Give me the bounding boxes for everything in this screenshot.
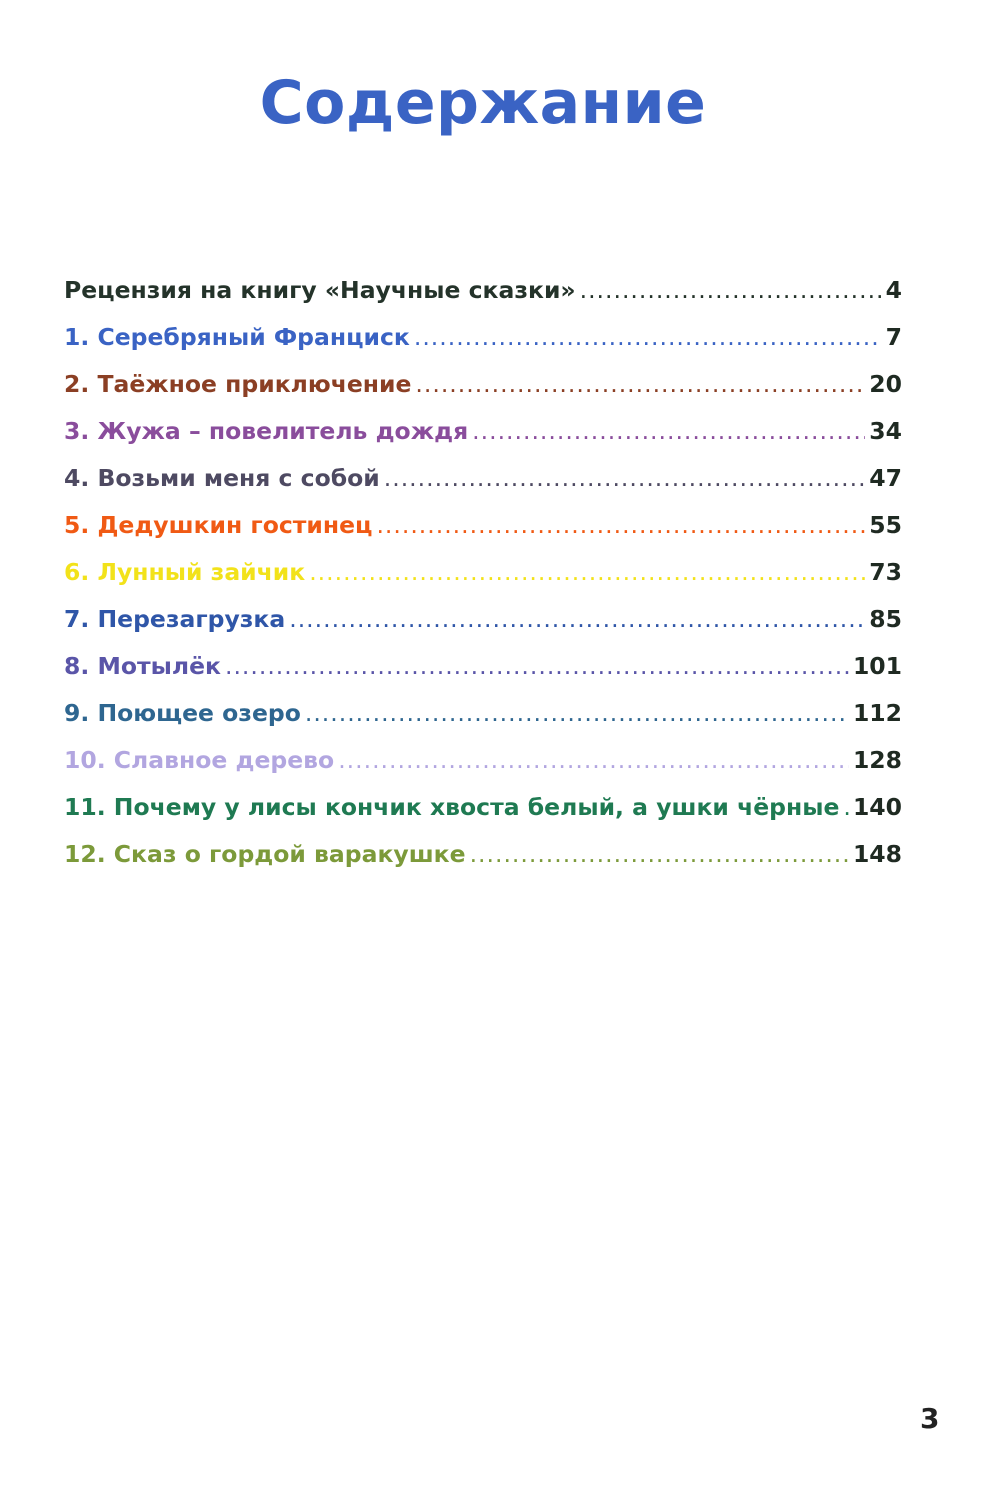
toc-entry-page: 148 — [852, 840, 902, 868]
toc-entry[interactable] — [64, 276, 902, 323]
dot-leader — [580, 276, 882, 304]
dot-leader — [472, 417, 865, 445]
dot-leader — [414, 323, 882, 351]
toc-entry[interactable] — [64, 464, 902, 511]
toc-entry-title: 5. Дедушкин гостинец — [64, 511, 373, 539]
toc-entry-title: 1. Серебряный Франциск — [64, 323, 410, 351]
toc-entry[interactable] — [64, 793, 902, 840]
toc-entry-title: 8. Мотылёк — [64, 652, 221, 680]
dot-leader — [309, 558, 865, 586]
dot-leader — [415, 370, 865, 398]
toc-entry-title: 4. Возьми меня с собой — [64, 464, 380, 492]
toc-entry-page: 47 — [869, 464, 902, 492]
toc-entry-page: 140 — [852, 793, 902, 821]
toc-entry-page: 20 — [869, 370, 902, 398]
toc-entry-page: 7 — [885, 323, 902, 351]
toc-entry-page: 101 — [852, 652, 902, 680]
toc-entry-title: 10. Славное дерево — [64, 746, 335, 774]
toc-entry-page: 128 — [852, 746, 902, 774]
dot-leader — [384, 464, 866, 492]
dot-leader — [843, 793, 849, 821]
toc-entry[interactable] — [64, 370, 902, 417]
toc-entry-page: 112 — [852, 699, 902, 727]
toc-entry[interactable] — [64, 417, 902, 464]
toc-entry-title: 3. Жужа – повелитель дождя — [64, 417, 469, 445]
toc-entry-title: 7. Перезагрузка — [64, 605, 286, 633]
toc-entry[interactable] — [64, 511, 902, 558]
toc-entry-title: 11. Почему у лисы кончик хвоста белый, а ушки чёрные — [64, 793, 840, 821]
toc-entry[interactable] — [64, 840, 902, 887]
toc-entry-title: 6. Лунный зайчик — [64, 558, 306, 586]
toc-entry[interactable] — [64, 699, 902, 746]
dot-leader — [338, 746, 849, 774]
table-of-contents — [64, 276, 902, 887]
page-title: Содержание — [259, 68, 707, 138]
toc-entry-title: 12. Сказ о гордой варакушке — [64, 840, 466, 868]
dot-leader — [225, 652, 849, 680]
dot-leader — [376, 511, 865, 539]
toc-entry-title: 9. Поющее озеро — [64, 699, 301, 727]
toc-entry[interactable] — [64, 746, 902, 793]
dot-leader — [289, 605, 865, 633]
dot-leader — [470, 840, 849, 868]
dot-leader — [305, 699, 849, 727]
toc-entry[interactable] — [64, 323, 902, 370]
toc-entry-title: Рецензия на книгу «Научные сказки» — [64, 276, 576, 304]
toc-entry[interactable] — [64, 605, 902, 652]
toc-entry-page: 85 — [869, 605, 902, 633]
toc-entry-page: 73 — [869, 558, 902, 586]
toc-entry[interactable] — [64, 652, 902, 699]
toc-entry-page: 55 — [869, 511, 902, 539]
toc-entry-title: 2. Таёжное приключение — [64, 370, 412, 398]
toc-entry-page: 4 — [885, 276, 902, 304]
page-number: 3 — [920, 1402, 940, 1435]
toc-entry[interactable] — [64, 558, 902, 605]
toc-entry-page: 34 — [869, 417, 902, 445]
